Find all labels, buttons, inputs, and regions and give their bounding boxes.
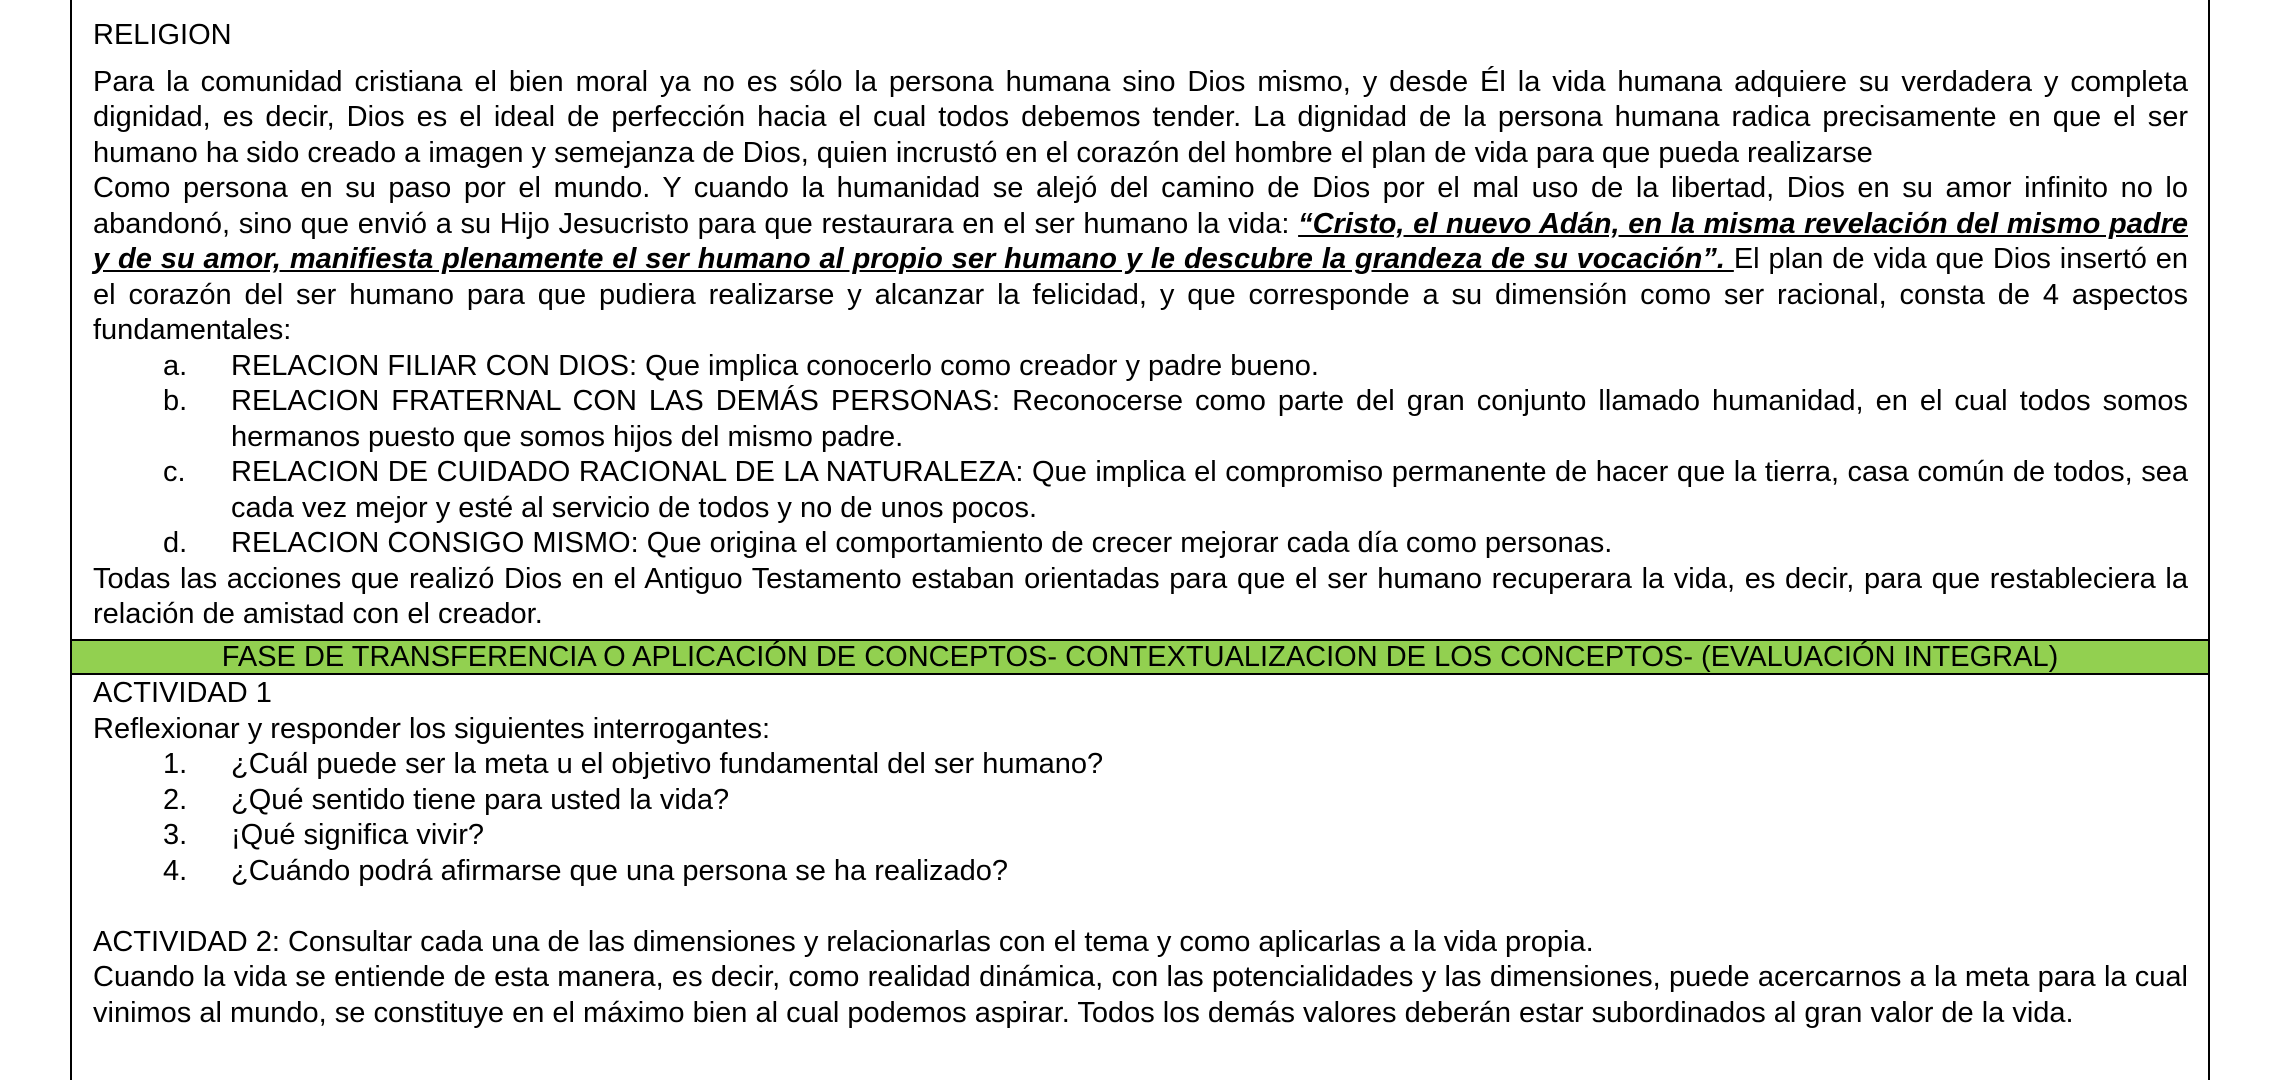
list-marker: a. (163, 349, 188, 382)
questions-list (93, 747, 2188, 889)
paragraph-lead: Como persona en su paso por el mundo. Y cuando la humanidad se alejó del camino de Dios por el mal uso de la libertad, Dios en su amor infinito no lo abandonó, sino que envió a su Hijo Jesucristo para que restaurara en el ser humano la vida: (93, 172, 2188, 240)
list-marker: 4. (163, 854, 188, 887)
list-item (93, 818, 2188, 854)
list-item (93, 349, 2188, 385)
list-marker: 3. (163, 819, 188, 851)
paragraph-old-testament: Todas las acciones que realizó Dios en el Antiguo Testamento estaban orientadas para que el ser humano recuperara la vida, es decir, para que restableciera la relación de amistad con el creador. (93, 562, 2188, 630)
activity1-instruction: Reflexionar y responder los siguientes interrogantes: (93, 712, 771, 745)
activity2-title: ACTIVIDAD 2 (93, 925, 272, 958)
religion-section (72, 0, 2208, 633)
phase-banner: FASE DE TRANSFERENCIA O APLICACIÓN DE CONCEPTOS- CONTEXTUALIZACION DE LOS CONCEPTOS- (EVALUACIÓN INTEGRAL) (72, 639, 2208, 675)
vocation-quote: “Cristo, el nuevo Adán, en la misma revelación del mismo padre y de su amor, manifiesta plenamente el ser humano al propio ser humano y le descubre la grandeza de su vocación”. (93, 207, 2188, 275)
section-title: RELIGION (93, 19, 232, 51)
list-item-text: ¿Cuál puede ser la meta u el objetivo fundamental del ser humano? (231, 748, 1104, 780)
aspects-list (93, 349, 2188, 562)
paragraph-plan-of-life (93, 171, 2188, 349)
list-item (93, 783, 2188, 819)
list-marker: b. (163, 385, 188, 417)
activity2-line (93, 925, 2188, 961)
list-item (93, 384, 2188, 455)
activities-section (72, 676, 2208, 1031)
list-item (93, 455, 2188, 526)
list-item-text: ¿Cuándo podrá afirmarse que una persona se ha realizado? (231, 854, 1009, 887)
paragraph-tail: El plan de vida que Dios insertó en el corazón del ser humano para que pudiera realizarse y alcanzar la felicidad, y que corresponde a su dimensión como ser racional, consta de 4 aspectos fundamentales: (93, 243, 2188, 346)
spacer (93, 889, 2188, 925)
list-item-text: RELACION DE CUIDADO RACIONAL DE LA NATURALEZA: Que implica el compromiso permanente de hacer que la tierra, casa común de todos, sea cada vez mejor y esté al servicio de todos y no de unos pocos. (231, 456, 2188, 524)
list-marker: c. (163, 456, 186, 488)
list-item (93, 747, 2188, 783)
list-item (93, 526, 2188, 562)
paragraph-moral-good: Para la comunidad cristiana el bien moral ya no es sólo la persona humana sino Dios mismo, y desde Él la vida humana adquiere su verdadera y completa dignidad, es decir, Dios es el ideal de perfección hacia el cual todos debemos tender. La dignidad de la persona humana radica precisamente en que el ser humano ha sido creado a imagen y semejanza de Dios, quien incrustó en el corazón del hombre el plan de vida para que pueda realizarse (93, 65, 2188, 169)
list-item-text: RELACION CONSIGO MISMO: Que origina el comportamiento de crecer mejorar cada día como personas. (231, 527, 1613, 559)
activity1-title: ACTIVIDAD 1 (93, 677, 272, 709)
list-item-text: RELACION FRATERNAL CON LAS DEMÁS PERSONAS: Reconocerse como parte del gran conjunto llamado humanidad, en el cual todos somos hermanos puesto que somos hijos del mismo padre. (231, 385, 2188, 453)
list-item-text: ¿Qué sentido tiene para usted la vida? (231, 783, 730, 816)
document-frame (70, 0, 2210, 1080)
activity2-instruction: : Consultar cada una de las dimensiones y relacionarlas con el tema y como aplicarlas a la vida propia. (271, 925, 1594, 958)
list-item-text: RELACION FILIAR CON DIOS: Que implica conocerlo como creador y padre bueno. (231, 349, 1319, 382)
list-item (93, 854, 2188, 890)
list-item-text: ¡Qué significa vivir? (231, 819, 485, 851)
list-marker: 2. (163, 783, 188, 816)
paragraph-closing: Cuando la vida se entiende de esta manera, es decir, como realidad dinámica, con las potencialidades y las dimensiones, puede acercarnos a la meta para la cual vinimos al mundo, se constituye en el máximo bien al cual podemos aspirar. Todos los demás valores deberán estar subordinados al gran valor de la vida. (93, 961, 2188, 1029)
list-marker: d. (163, 527, 188, 559)
list-marker: 1. (163, 748, 188, 780)
